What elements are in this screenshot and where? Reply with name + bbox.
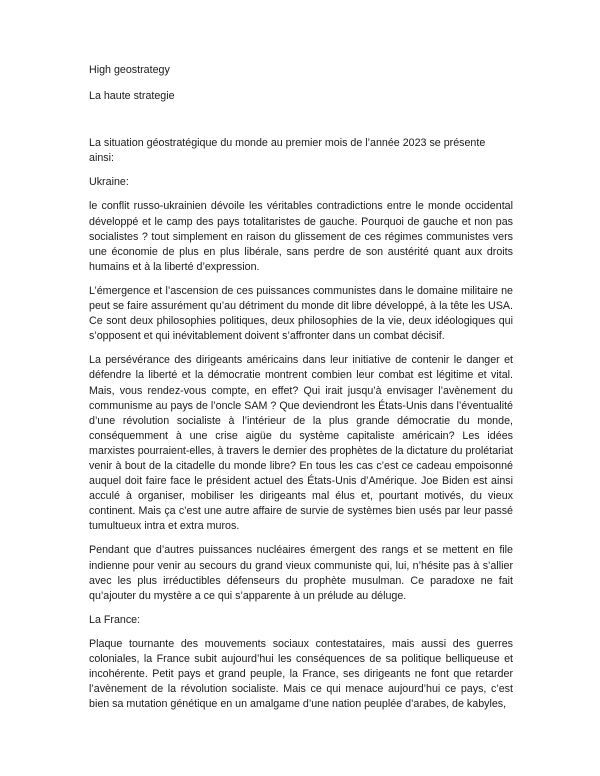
paragraph-ukraine-2: L’émergence et l’ascension de ces puissances communistes dans le domaine militaire ne peut se faire assurément qu’au détriment du monde dit libre développé, à la tête les USA. Ce sont deux philosophies politiques, deux philosophies de la vie, deux idéologiques qui s’opposent et qui inévitablement doivent s’affronter dans un combat décisif. bbox=[89, 284, 513, 343]
paragraph-ukraine-3: La persévérance des dirigeants américains dans leur initiative de contenir le danger et défendre la liberté et la démocratie montrent combien leur combat est légitime et vital. Mais, vous rendez-vous compte, en effet? Qui irait jusqu’à envisager l’avènement du communisme au pays de l’oncle SAM ? Que deviendront les États-Unis dans l’éventualité d’une révolution socialiste à l’intérieur de la plus grande démocratie du monde, conséquemment à une crise aigüe du système capitaliste américain? Les idées marxistes pourraient-elles, à travers le dernier des prophètes de la dictature du prolétariat venir à bout de la citadelle du monde libre? En tous les cas c’est ce cadeau empoisonné auquel doit faire face le président actuel des États-Unis d’Amérique. Joe Biden est ainsi acculé à organiser, mobiliser les dirigeants mal élus et, pourtant motivés, du vieux continent. Mais ça c’est une autre affaire de survie de systèmes bien usés par leur passé tumultueux intra et extra muros. bbox=[89, 354, 513, 533]
title-english: High geostrategy bbox=[89, 64, 170, 76]
paragraph-france-1: Plaque tournante des mouvements sociaux contestataires, mais aussi des guerres coloniales, la France subit aujourd’hui les conséquences de sa politique belliqueuse et incohérente. Petit pays et grand peuple, la France, ses dirigeants ne font que retarder l’avènement de la révolution socialiste. Mais ce qui menace aujourd’hui ce pays, c’est bien sa mutation génétique en un amalgame d’une nation peuplée d’arabes, de kabyles, bbox=[89, 637, 513, 711]
paragraph-ukraine-1: le conflit russo-ukrainien dévoile les véritables contradictions entre le monde occidental développé et le camp des pays totalitaristes de gauche. Pourquoi de gauche et non pas socialistes ? tout simplement en raison du glissement de ces régimes communistes vers une économie de plus en plus libérale, sans perdre de son austérité quant aux droits humains et à la liberté d’expression. bbox=[89, 200, 513, 273]
intro-paragraph: La situation géostratégique du monde au premier mois de l’année 2023 se présente ainsi: bbox=[89, 137, 486, 165]
document-body bbox=[89, 63, 513, 721]
section-heading-ukraine: Ukraine: bbox=[89, 176, 129, 189]
title-french: La haute strategie bbox=[89, 90, 175, 103]
paragraph-ukraine-4: Pendant que d’autres puissances nucléaires émergent des rangs et se mettent en file indienne pour venir au secours du grand vieux communiste qui, lui, n’hésite pas à s’allier avec les plus irréductibles défenseurs du prophète musulman. Ce paradoxe ne fait qu’ajouter du mystère a ce qui s’apparente à un prélude au déluge. bbox=[89, 544, 513, 602]
section-heading-france: La France: bbox=[89, 613, 141, 626]
